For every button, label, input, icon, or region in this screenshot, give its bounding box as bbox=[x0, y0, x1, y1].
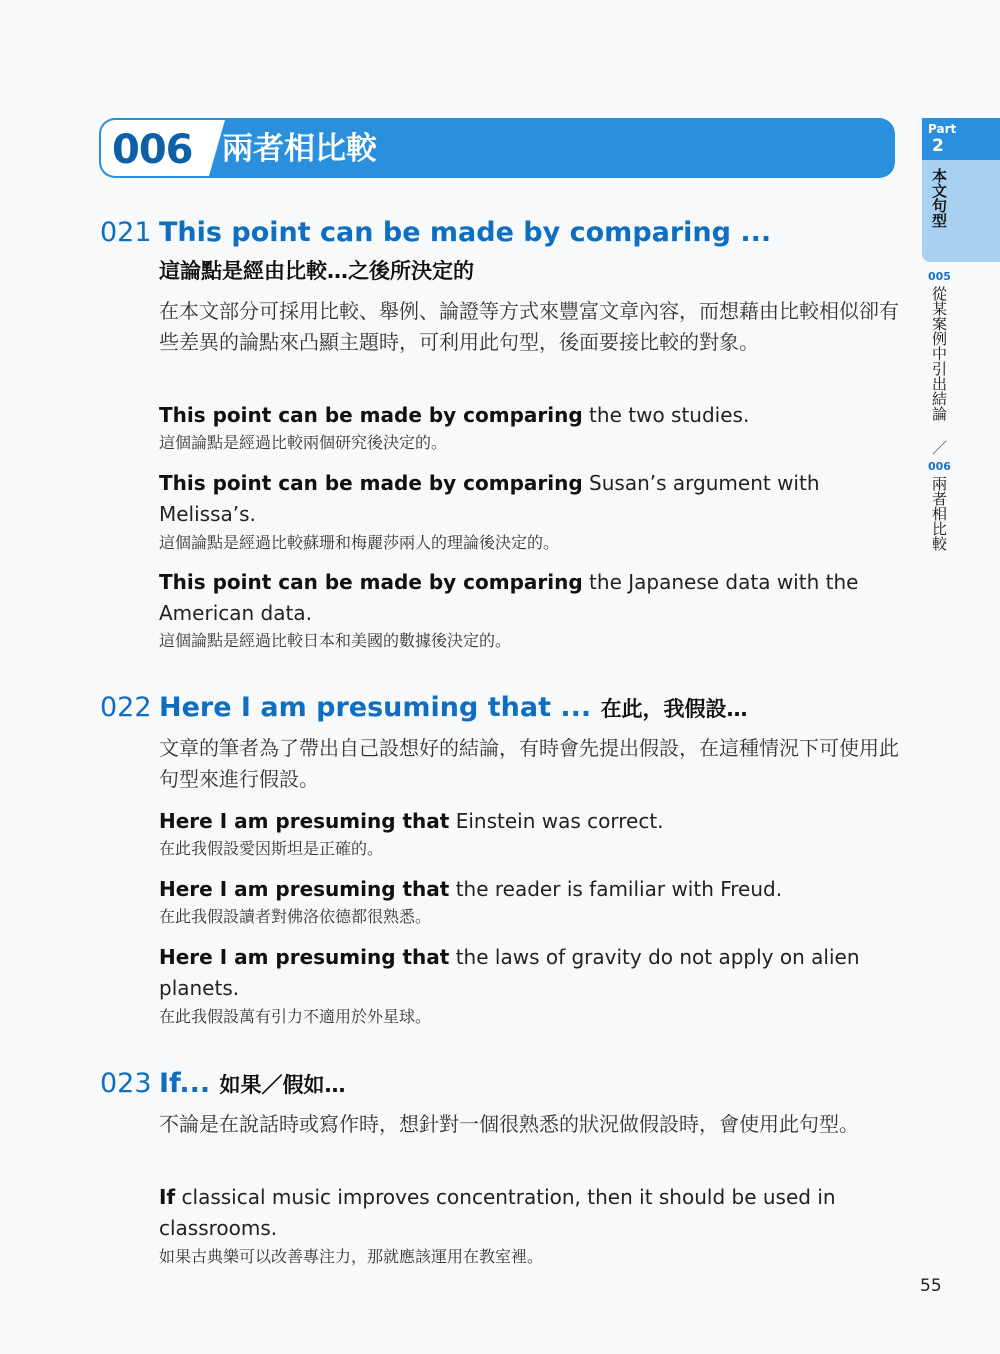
part-title: 本文句型 bbox=[930, 168, 948, 228]
pattern-number: 022 bbox=[100, 692, 152, 723]
example-translation: 如果古典樂可以改善專注力，那就應該運用在教室裡。 bbox=[159, 1247, 544, 1266]
example-translation: 這個論點是經過比較蘇珊和梅麗莎兩人的理論後決定的。 bbox=[159, 533, 560, 552]
page-number: 55 bbox=[920, 1276, 942, 1296]
side-item2-number: 006 bbox=[928, 460, 951, 473]
example-translation: 在此我假設讀者對佛洛依德都很熟悉。 bbox=[159, 907, 432, 926]
example-translation: 在此我假設萬有引力不適用於外星球。 bbox=[159, 1007, 432, 1026]
side-separator: ／ bbox=[930, 440, 948, 455]
pattern-description: 不論是在說話時或寫作時，想針對一個很熟悉的狀況做假設時，會使用此句型。 bbox=[159, 1112, 859, 1136]
section-number: 006 bbox=[112, 127, 193, 173]
example-sentence: If classical music improves concentration, then it should be used in classrooms. bbox=[159, 1185, 836, 1240]
example-sentence: Here I am presuming that the laws of gravity do not apply on alien planets. bbox=[159, 945, 860, 1000]
pattern-heading: If... 如果／假如… bbox=[159, 1068, 346, 1099]
pattern-meaning: 如果／假如… bbox=[219, 1073, 346, 1097]
pattern-number: 023 bbox=[100, 1068, 152, 1099]
pattern-heading: Here I am presuming that ... 在此，我假設… bbox=[159, 692, 748, 723]
pattern-meaning: 在此，我假設… bbox=[600, 697, 748, 721]
pattern-description: 文章的筆者為了帶出自己設想好的結論，有時會先提出假設，在這種情況下可使用此句型來進行假設。 bbox=[159, 736, 899, 791]
example-sentence: Here I am presuming that the reader is familiar with Freud. bbox=[159, 877, 783, 901]
pattern-description: 在本文部分可採用比較、舉例、論證等方式來豐富文章內容，而想藉由比較相似卻有些差異的論點來凸顯主題時，可利用此句型，後面要接比較的對象。 bbox=[159, 299, 899, 354]
example-translation: 在此我假設愛因斯坦是正確的。 bbox=[159, 839, 384, 858]
example-sentence: Here I am presuming that Einstein was correct. bbox=[159, 809, 664, 833]
example-sentence: This point can be made by comparing Susan’s argument with Melissa’s. bbox=[159, 471, 820, 526]
pattern-heading: This point can be made by comparing ... bbox=[159, 217, 772, 248]
pattern-number: 021 bbox=[100, 217, 152, 248]
part-number: 2 bbox=[932, 136, 944, 156]
part-label: Part bbox=[928, 122, 957, 136]
side-item2-title: 兩者相比較 bbox=[930, 476, 948, 551]
pattern-meaning: 這論點是經由比較…之後所決定的 bbox=[159, 259, 474, 283]
example-translation: 這個論點是經過比較兩個研究後決定的。 bbox=[159, 433, 448, 452]
side-item1-title: 從某案例中引出結論 bbox=[930, 286, 948, 421]
example-translation: 這個論點是經過比較日本和美國的數據後決定的。 bbox=[159, 631, 512, 650]
side-item1-number: 005 bbox=[928, 270, 951, 283]
section-title: 兩者相比較 bbox=[222, 131, 377, 167]
example-sentence: This point can be made by comparing the two studies. bbox=[159, 403, 750, 427]
example-sentence: This point can be made by comparing the Japanese data with the American data. bbox=[159, 570, 859, 625]
